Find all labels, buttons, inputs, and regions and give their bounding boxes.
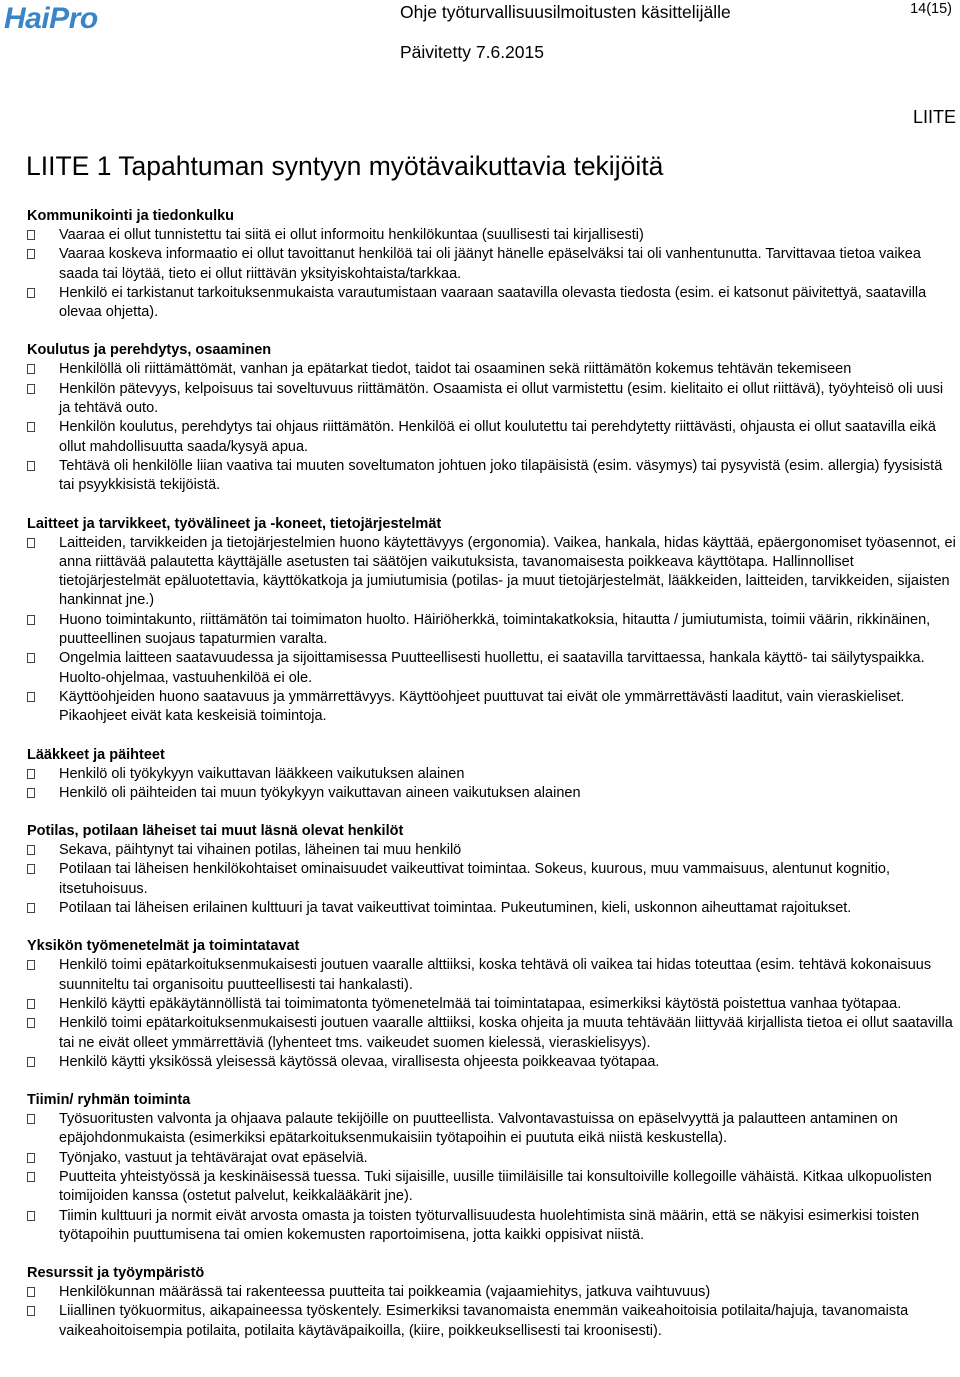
checkbox-bullet-icon [27, 1153, 35, 1163]
section-heading: Yksikön työmenetelmät ja toimintatavat [27, 938, 300, 955]
section [27, 207, 957, 322]
list-item [27, 1207, 957, 1246]
list-item-text: Laitteiden, tarvikkeiden ja tietojärjestelmien huono käytettävyys (ergonomia). Vaikea, hankala, hidas käyttää, epäergonomiset työasennot, ei anna riittävää palautetta käyttäjälle asetusten tai säätöjen vaikutuksista, tavanomaisesta poikkeava käyttötapa. Hallinnolliset tietojärjestelmät epäluotettavia, käyttökatkoja ja jumiutumisia (potilas- ja muut tietojärjestelmät, lääkkeiden, laitteiden, tarvikkeiden, sijaisten hankinnat jne.) [59, 534, 956, 609]
list-item-text: Tiimin kulttuuri ja normit eivät arvosta omasta ja toisten työturvallisuudesta huolehtimista sinä määrin, että se näkyisi esimerkisi toisten työtapoihin puuttumisena tai omien kokemusten raportoimisena, jotta kaikki oppisivat niistä. [59, 1207, 920, 1243]
list-item [27, 1168, 957, 1207]
checkbox-bullet-icon [27, 288, 35, 298]
list-item [27, 841, 957, 860]
list-item-text: Potilaan tai läheisen erilainen kulttuuri ja tavat vaikeuttivat toimintaa. Pukeutuminen, kieli, uskonnon aiheuttamat rajoitukset. [59, 900, 852, 917]
list-item [27, 1053, 957, 1072]
list-item [27, 784, 957, 803]
checkbox-bullet-icon [27, 692, 35, 702]
document-title: Ohje työturvallisuusilmoitusten käsittelijälle [400, 2, 731, 22]
list-item-text: Vaaraa ei ollut tunnistettu tai siitä ei ollut informoitu henkilökuntaa (suullisesti tai kirjallisesti) [59, 227, 644, 243]
checkbox-bullet-icon [27, 960, 35, 970]
page-title: LIITE 1 Tapahtuman syntyyn myötävaikuttavia tekijöitä [26, 151, 664, 181]
updated-date: Päivitetty 7.6.2015 [400, 42, 544, 62]
checkbox-bullet-icon [27, 999, 35, 1009]
list-item [27, 688, 957, 727]
list-item [27, 457, 957, 496]
checkbox-bullet-icon [27, 230, 35, 240]
list-item-text: Henkilön pätevyys, kelpoisuus tai soveltuvuus riittämätön. Osaamista ei ollut varmistettu (esim. kielitaito ei ollut riittävä), työyhteisö oli uusi ja tehtävä outo. [59, 380, 944, 417]
checkbox-bullet-icon [27, 1172, 35, 1182]
checkbox-bullet-icon [27, 788, 35, 798]
list-item [27, 284, 957, 323]
checkbox-bullet-icon [27, 1306, 35, 1316]
list-item [27, 1302, 957, 1341]
list-item-text: Henkilö toimi epätarkoituksenmukaisesti joutuen vaaralle alttiiksi, koska tehtävä oli vaikea tai hidas toteuttaa (esim. tehtävä kokonaisuus suunniteltu tai organisoitu puutteellisesti tai hankalasti). [59, 957, 932, 993]
checkbox-bullet-icon [27, 653, 35, 663]
list-item [27, 360, 957, 379]
list-item-text: Potilaan tai läheisen henkilökohtaiset ominaisuudet vaikeuttivat toimintaa. Sokeus, kuurous, muu vammaisuus, alentunut kognitio, itsetuhoisuus. [59, 861, 891, 897]
list-item-text: Huono toimintakunto, riittämätön tai toimimaton huolto. Häiriöherkkä, toimintakatkoksia, hitautta / jumiutumista, toimii väärin, rikkinäinen, puutteellinen suojaus tapaturmien varalta. [59, 611, 931, 648]
checkbox-bullet-icon [27, 538, 35, 548]
checkbox-bullet-icon [27, 1287, 35, 1297]
list-item-text: Henkilö oli päihteiden tai muun työkykyyn vaikuttavan aineen vaikutuksen alainen [59, 784, 581, 801]
checkbox-bullet-icon [27, 422, 35, 432]
checkbox-bullet-icon [27, 903, 35, 913]
checkbox-bullet-icon [27, 769, 35, 779]
list-item [27, 995, 957, 1014]
checkbox-bullet-icon [27, 364, 35, 374]
checkbox-bullet-icon [27, 864, 35, 874]
section-heading: Resurssit ja työympäristö [27, 1265, 205, 1282]
list-item-text: Henkilö käytti epäkäytännöllistä tai toimimatonta työmenetelmää tai toimintatapaa, esimerkiksi käytöstä poistettua vanhaa työtapaa. [59, 995, 902, 1012]
appendix-tag: LIITE [912, 107, 956, 127]
haipro-logo: HaiPro [4, 2, 98, 35]
checkbox-bullet-icon [27, 615, 35, 625]
section [27, 341, 957, 495]
list-item [27, 1110, 957, 1149]
list-item [27, 649, 957, 688]
list-item [27, 611, 957, 650]
section-heading: Laitteet ja tarvikkeet, työvälineet ja -koneet, tietojärjestelmät [27, 515, 442, 532]
section [27, 822, 957, 918]
list-item [27, 899, 957, 918]
checkbox-bullet-icon [27, 384, 35, 394]
page-number: 14(15) [910, 1, 952, 17]
section-heading: Potilas, potilaan läheiset tai muut läsnä olevat henkilöt [27, 823, 404, 840]
list-item-text: Henkilö käytti yksikössä yleisessä käytössä olevaa, virallisesta ohjeesta poikkeavaa työtapaa. [59, 1053, 660, 1070]
section [27, 515, 957, 727]
list-item-text: Henkilö oli työkykyyn vaikuttavan lääkkeen vaikutuksen alainen [59, 765, 465, 782]
list-item [27, 765, 957, 784]
list-item-text: Ongelmia laitteen saatavuudessa ja sijoittamisessa Puutteellisesti huollettu, ei saatavilla tarvittaessa, hankala käyttö- tai säilytyspaikka. Huolto-ohjelmaa, vastuuhenkilöä ei ole. [59, 650, 925, 686]
section [27, 1091, 957, 1245]
list-item [27, 1149, 957, 1168]
list-item [27, 226, 957, 245]
list-item-text: Työsuoritusten valvonta ja ohjaava palaute tekijöille on puutteellista. Valvontavastuissa on epäselvyyttä ja palautteen antaminen on epäjohdonmukaista (esimerkiksi epätarkoituksenmukaisiin työtapoihin ei puututa eikä niistä keskustella). [59, 1111, 898, 1147]
list-item-text: Puutteita yhteistyössä ja keskinäisessä tuessa. Tuki sijaisille, uusille tiimiläisille tai konsultoiville kollegoille vähäistä. Kitkaa ulkopuolisten toimijoiden kanssa (ostetut palvelut, keikkalääkärit jne). [59, 1168, 932, 1205]
list-item-text: Henkilökunnan määrässä tai rakenteessa puutteita tai poikkeamia (vajaamiehitys, jatkuva vaihtuvuus) [59, 1284, 711, 1301]
list-item-text: Henkilö ei tarkistanut tarkoituksenmukaista varautumistaan vaaraan saatavilla olevasta tiedosta (esim. ei katsonut päivitettyä, saatavilla olevaa ohjetta). [59, 284, 927, 321]
section-heading: Lääkkeet ja päihteet [27, 746, 165, 763]
list-item [27, 245, 957, 284]
section [27, 1264, 957, 1341]
list-item-text: Työnjako, vastuut ja tehtävärajat ovat epäselviä. [59, 1149, 368, 1166]
list-item-text: Käyttöohjeiden huono saatavuus ja ymmärrettävyys. Käyttöohjeet puuttuvat tai eivät ole ymmärrettävästi laaditut, vain vieraskieliset. Pikaohjeet eivät kata keskeisiä toimintoja. [59, 688, 905, 725]
list-item-text: Tehtävä oli henkilölle liian vaativa tai muuten soveltumaton johtuen joko tilapäisistä (esim. väsymys) tai pysyvistä (esim. allergia) fyysisistä tai psyykkisistä tekijöistä. [59, 457, 943, 494]
checkbox-bullet-icon [27, 1114, 35, 1124]
list-item-text: Sekava, päihtynyt tai vihainen potilas, läheinen tai muu henkilö [59, 842, 462, 859]
section-heading: Kommunikointi ja tiedonkulku [27, 208, 235, 224]
list-item [27, 860, 957, 899]
checkbox-bullet-icon [27, 845, 35, 855]
checkbox-bullet-icon [27, 1057, 35, 1067]
document-body [27, 207, 957, 1360]
checkbox-bullet-icon [27, 461, 35, 471]
checkbox-bullet-icon [27, 1018, 35, 1028]
list-item [27, 534, 957, 611]
section [27, 746, 957, 804]
list-item [27, 418, 957, 457]
list-item [27, 1283, 957, 1302]
list-item-text: Henkilön koulutus, perehdytys tai ohjaus riittämätön. Henkilöä ei ollut koulutettu tai perehdytetty riittävästi, ohjausta ei ollut saatavilla eikä ollut mahdollisuutta saada/kysyä apua. [59, 419, 936, 455]
checkbox-bullet-icon [27, 249, 35, 259]
section-heading: Koulutus ja perehdytys, osaaminen [27, 342, 272, 359]
section-heading: Tiimin/ ryhmän toiminta [27, 1092, 191, 1109]
list-item [27, 380, 957, 419]
list-item [27, 1014, 957, 1053]
section [27, 937, 957, 1072]
list-item-text: Henkilöllä oli riittämättömät, vanhan ja epätarkat tiedot, taidot tai osaaminen sekä riittämätön kokemus tehtävän tekemiseen [59, 361, 852, 378]
checkbox-bullet-icon [27, 1211, 35, 1221]
list-item-text: Vaaraa koskeva informaatio ei ollut tavoittanut henkilöä tai oli jäänyt hänelle epäselväksi tai oli vanhentunutta. Tarvittavaa tietoa vaikea saada tai löytää, tieto ei ollut riittävän yksityiskohtaista/tarkkaa. [59, 246, 921, 282]
list-item-text: Liiallinen työkuormitus, aikapaineessa työskentely. Esimerkiksi tavanomaista enemmän vaikeahoitoisia potilaita/hajuja, tavanomaista vaikeahoitoisempia potilaita, potilaita käytäväpaikoilla, (kiire, poikkeuksellisesti tai kroonisesti). [59, 1303, 909, 1339]
list-item [27, 956, 957, 995]
list-item-text: Henkilö toimi epätarkoituksenmukaisesti joutuen vaaralle alttiiksi, koska ohjeita ja muuta tehtävään liittyvää kirjallista tietoa ei ollut saatavilla tai ne eivät olleet ymmärrettäviä (lyhenteet tms. vaikeudet suomen kielessä, vieraskielisyys). [59, 1015, 953, 1051]
